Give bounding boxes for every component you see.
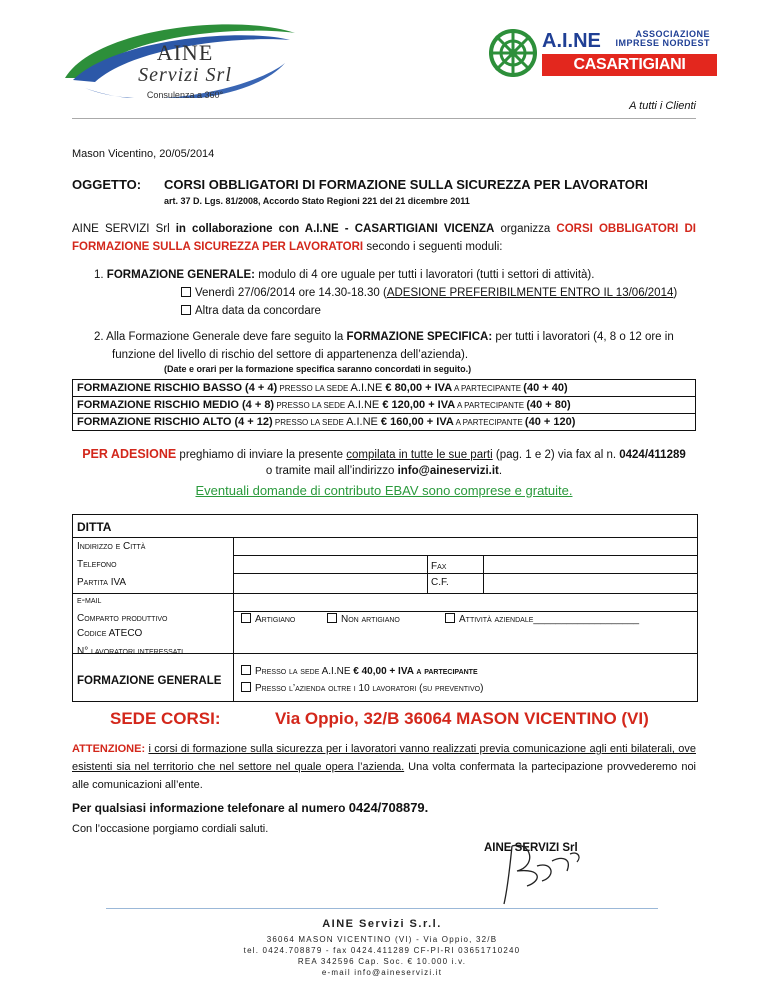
- price-c: € 80,00 + IVA: [385, 382, 453, 394]
- module-1-title: FORMAZIONE GENERALE:: [106, 269, 256, 281]
- telefono-label: Telefono: [77, 559, 117, 570]
- price-a: FORMAZIONE RISCHIO ALTO (4 + 12): [77, 416, 273, 428]
- sede-label: SEDE CORSI:: [110, 709, 221, 728]
- ditta-label: DITTA: [77, 520, 112, 534]
- logo-line-1: AINE: [156, 40, 214, 65]
- form-divider: [233, 537, 234, 593]
- aine-servizi-logo: [55, 18, 300, 98]
- module-2-line-2: funzione del livello di rischio del settore di appartenenza dell’azienda).: [112, 349, 469, 361]
- checkbox-icon[interactable]: [241, 682, 251, 692]
- module-1: [94, 266, 704, 284]
- price-cell: [73, 397, 696, 414]
- price-a: FORMAZIONE RISCHIO MEDIO (4 + 8): [77, 399, 275, 411]
- formazione-option-sede[interactable]: [241, 665, 478, 677]
- attenzione-label: ATTENZIONE:: [72, 743, 146, 755]
- handwritten-signature: [482, 836, 602, 906]
- attenzione-rest: Una volta confermata la partecipazione provvederemo noi alle comunicazioni all’ente.: [72, 761, 696, 791]
- casartigiani-banner: CASARTIGIANI VICENZA: [542, 54, 717, 76]
- assoc-line-1: ASSOCIAZIONE: [635, 29, 710, 39]
- aine-casartigiani-logo: [488, 26, 728, 95]
- piva-label: Partita IVA: [77, 577, 127, 588]
- non-artigiano-text: Non artigiano: [341, 614, 400, 625]
- intro-organizza: organizza: [494, 223, 557, 235]
- checkbox-icon[interactable]: [241, 613, 251, 623]
- price-s1: PRESSO LA SEDE: [277, 384, 351, 393]
- price-cell: [73, 380, 696, 397]
- ebav-note: [72, 483, 696, 498]
- form-divider: [233, 611, 697, 612]
- sede-address: Via Oppio, 32/B 36064 MASON VICENTINO (VI): [275, 709, 649, 728]
- adesione-a: preghiamo di inviare la presente: [176, 449, 347, 461]
- price-b: A.I.NE: [347, 399, 383, 411]
- info-line: [72, 800, 428, 815]
- attivita-option[interactable]: [445, 613, 639, 625]
- adesione-line-1: [72, 447, 696, 461]
- intro-collaboration: in collaborazione con A.I.NE - CASARTIGIANI VICENZA: [175, 223, 495, 235]
- recipient-line: A tutti i Clienti: [629, 100, 696, 112]
- adesione-c: o tramite mail all’indirizzo: [265, 465, 398, 477]
- form-divider: [233, 573, 697, 574]
- fax-number: 0424/411289: [619, 449, 686, 461]
- form-divider: [233, 555, 697, 556]
- form-divider: [233, 593, 697, 594]
- footer-rea: REA 342596 Cap. Soc. € 10.000 i.v.: [297, 957, 467, 966]
- logo-line-2: Servizi Srl: [138, 64, 232, 86]
- module-2-b: per tutti i lavoratori (4, 8 o 12 ore in: [492, 331, 674, 343]
- price-s2: A PARTECIPANTE: [452, 384, 524, 393]
- email-label: e-mail: [77, 595, 102, 606]
- module-1-option-other[interactable]: [181, 302, 321, 320]
- price-d: (40 + 40): [523, 382, 568, 394]
- footer-company: AINE Servizi S.r.l.: [322, 918, 442, 930]
- lavoratori-label: N° lavoratori interessati: [77, 646, 184, 657]
- footer-email: e-mail info@aineservizi.it: [321, 968, 443, 977]
- price-s2: A PARTECIPANTE: [455, 401, 527, 410]
- date-line: Mason Vicentino, 20/05/2014: [72, 148, 215, 160]
- price-table: [72, 379, 696, 431]
- footer-address: 36064 MASON VICENTINO (VI) - Via Oppio, 32/B: [266, 935, 498, 944]
- formazione-label: FORMAZIONE GENERALE: [77, 675, 222, 687]
- artigiano-text: Artigiano: [255, 614, 296, 625]
- comparto-label: Comparto produttivo: [77, 613, 168, 624]
- form-divider: [483, 555, 484, 593]
- module-1-option-date[interactable]: [181, 284, 677, 302]
- opt1-price: € 40,00 + IVA: [353, 666, 414, 677]
- checkbox-icon[interactable]: [181, 287, 191, 297]
- price-row: [73, 397, 696, 414]
- price-s1: PRESSO LA SEDE: [274, 401, 348, 410]
- option-date-text: Venerdì 27/06/2014 ore 14.30-18.30 (: [195, 287, 387, 299]
- price-row: [73, 414, 696, 431]
- subject-title: CORSI OBBLIGATORI DI FORMAZIONE SULLA SICUREZZA PER LAVORATORI: [164, 177, 648, 192]
- module-2-num: 2.: [94, 331, 107, 343]
- opt1-d: a partecipante: [413, 666, 478, 677]
- ebav-text: Eventuali domande di contributo EBAV sono comprese e gratuite.: [195, 483, 573, 498]
- checkbox-icon[interactable]: [241, 665, 251, 675]
- assoc-line-2: IMPRESE NORDEST: [615, 38, 710, 48]
- adesione-b: (pag. 1 e 2) via fax al n.: [492, 449, 620, 461]
- intro-course-title: CORSI OBBLIGATORI DI FORMAZIONE SULLA SICUREZZA PER LAVORATORI: [72, 223, 696, 253]
- opt2-b: 10: [358, 683, 370, 694]
- associazione-label: [613, 30, 710, 48]
- opt2-c: lavoratori (su preventivo): [369, 683, 484, 694]
- non-artigiano-option[interactable]: [327, 613, 400, 625]
- checkbox-icon[interactable]: [445, 613, 455, 623]
- opt1-b: A.I.NE: [321, 666, 354, 677]
- aine-brand: A.I.NE: [542, 30, 601, 52]
- registration-form: [72, 514, 698, 702]
- formazione-option-azienda[interactable]: [241, 682, 483, 694]
- attenzione-underlined: i corsi di formazione sulla sicurezza per i lavoratori vanno realizzati previa comunicazione agli enti bilaterali, ove esistenti sia nel territorio che nel settore nel quale opera l’azienda.: [72, 743, 696, 773]
- header-divider: [72, 118, 696, 119]
- ship-wheel-icon: [488, 28, 538, 78]
- option-other-text: Altra data da concordare: [195, 305, 321, 317]
- intro-end: secondo i seguenti moduli:: [363, 241, 503, 253]
- fax-label: Fax: [431, 561, 447, 572]
- module-1-num: 1.: [94, 269, 107, 281]
- email-address[interactable]: info@aineservizi.it: [397, 465, 499, 477]
- module-1-text: modulo di 4 ore uguale per tutti i lavoratori (tutti i settori di attività).: [255, 269, 595, 281]
- opt1-a: Presso la sede: [255, 666, 322, 677]
- logo-tagline: Consulenza a 360°: [146, 90, 224, 100]
- subject-label: OGGETTO:: [72, 177, 142, 192]
- price-c: € 120,00 + IVA: [382, 399, 456, 411]
- price-c: € 160,00 + IVA: [380, 416, 454, 428]
- footer-divider: [106, 908, 658, 909]
- price-s2: A PARTECIPANTE: [453, 418, 525, 427]
- option-close-paren: ): [673, 287, 678, 299]
- price-b: A.I.NE: [350, 382, 386, 394]
- info-text: Per qualsiasi informazione telefonare al numero: [72, 801, 349, 815]
- closing-line: Con l’occasione porgiamo cordiali saluti.: [72, 823, 269, 835]
- form-divider: [233, 653, 234, 701]
- subject-reference: art. 37 D. Lgs. 81/2008, Accordo Stato Regioni 221 del 21 dicembre 2011: [164, 196, 470, 206]
- module-2: [94, 328, 696, 346]
- form-divider: [427, 555, 428, 593]
- cf-label: C.F.: [431, 577, 449, 588]
- opt2-a: Presso l’azienda oltre i: [255, 683, 359, 694]
- intro-paragraph: [72, 220, 696, 256]
- checkbox-icon[interactable]: [181, 305, 191, 315]
- price-a: FORMAZIONE RISCHIO BASSO (4 + 4): [77, 382, 278, 394]
- price-b: A.I.NE: [346, 416, 381, 428]
- intro-company: AINE SERVIZI Srl: [72, 223, 176, 235]
- module-2-title: FORMAZIONE SPECIFICA:: [346, 331, 493, 343]
- indirizzo-label: Indirizzo e Città: [77, 541, 146, 552]
- checkbox-icon[interactable]: [327, 613, 337, 623]
- price-s1: PRESSO LA SEDE: [272, 418, 347, 427]
- artigiano-option[interactable]: [241, 613, 295, 625]
- option-deadline: ADESIONE PREFERIBILMENTE ENTRO IL 13/06/2014: [386, 287, 674, 299]
- attivita-text: Attività aziendale___________________: [459, 614, 640, 625]
- price-d: (40 + 120): [524, 416, 576, 428]
- signature-company: AINE SERVIZI Srl: [484, 842, 578, 854]
- phone-number: 0424/708879.: [348, 800, 429, 815]
- form-divider: [233, 593, 234, 653]
- module-2-note: (Date e orari per la formazione specifica saranno concordati in seguito.): [164, 364, 472, 374]
- form-divider: [73, 537, 697, 538]
- adesione-line-2: [72, 465, 696, 477]
- ateco-label: Codice ATECO: [77, 628, 143, 639]
- adesione-d: .: [498, 465, 503, 477]
- price-row: [73, 380, 696, 397]
- price-d: (40 + 80): [526, 399, 571, 411]
- adesione-underlined: compilata in tutte le sue parti: [346, 449, 493, 461]
- footer-phone: tel. 0424.708879 - fax 0424.411289 CF-PI-RI 03651710240: [243, 946, 521, 955]
- price-cell: [73, 414, 696, 431]
- attenzione-paragraph: [72, 740, 696, 794]
- module-2-a: Alla Formazione Generale deve fare seguito la: [106, 331, 347, 343]
- adesione-label: PER ADESIONE: [82, 447, 177, 461]
